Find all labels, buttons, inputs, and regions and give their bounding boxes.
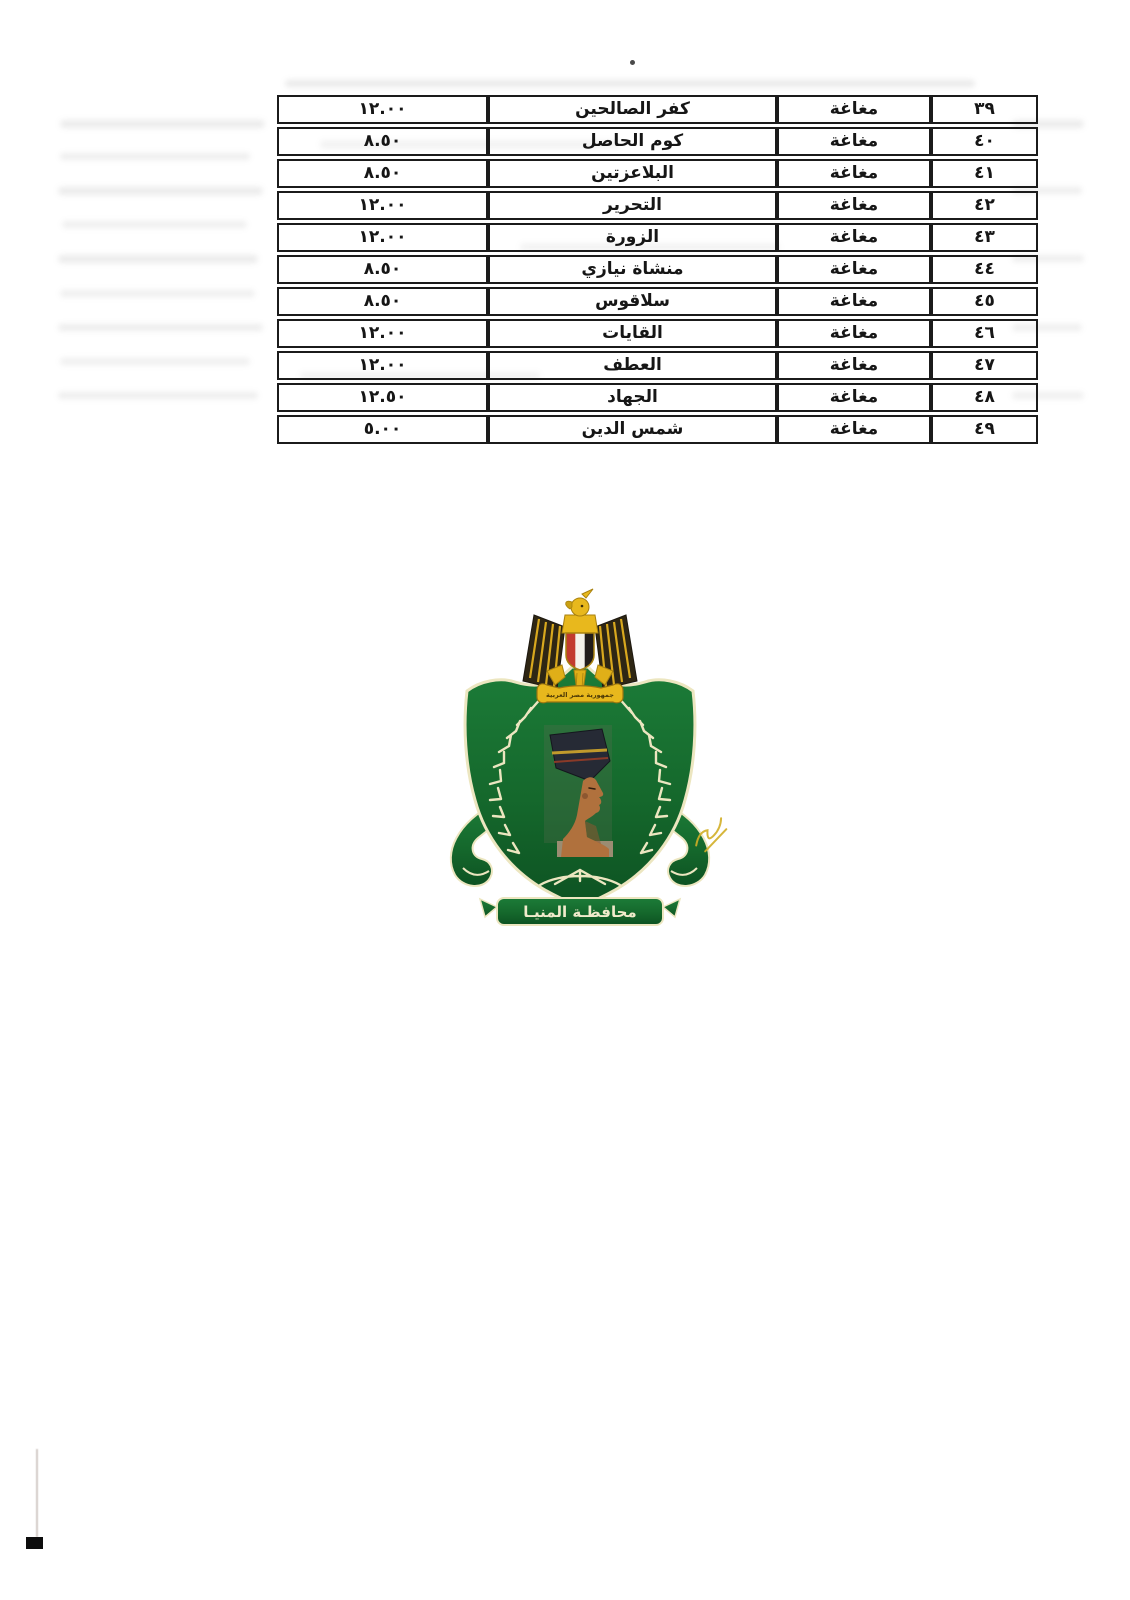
- district-cell: مغاغة: [777, 415, 931, 444]
- table-row: [277, 415, 1038, 444]
- serial-cell: ٤٤: [931, 255, 1038, 284]
- emblem-caption: محافظـة المنيـا: [523, 903, 637, 921]
- village-cell: شمس الدين: [488, 415, 777, 444]
- scan-edge-line: [36, 1449, 38, 1537]
- serial-cell: ٤٨: [931, 383, 1038, 412]
- table-row: [277, 287, 1038, 316]
- value-cell: ٨.٥٠: [277, 255, 488, 284]
- table-row: [277, 383, 1038, 412]
- caption-banner: [480, 898, 680, 925]
- value-cell: ١٢.٠٠: [277, 95, 488, 124]
- serial-cell: ٤٥: [931, 287, 1038, 316]
- serial-cell: ٤٣: [931, 223, 1038, 252]
- value-cell: ١٢.٠٠: [277, 223, 488, 252]
- serial-cell: ٤٦: [931, 319, 1038, 348]
- table-row: [277, 351, 1038, 380]
- bleed-through-artifact: [60, 153, 250, 160]
- eagle-of-saladin: [523, 589, 637, 703]
- stray-ink-dot: [630, 60, 635, 65]
- scan-corner-mark: [26, 1537, 43, 1549]
- minya-governorate-emblem: [435, 585, 745, 935]
- village-cell: منشاة نيازي: [488, 255, 777, 284]
- value-cell: ٨.٥٠: [277, 127, 488, 156]
- district-cell: مغاغة: [777, 351, 931, 380]
- table-row: [277, 319, 1038, 348]
- village-cell: التحرير: [488, 191, 777, 220]
- bleed-through-artifact: [60, 290, 255, 297]
- table-row: [277, 191, 1038, 220]
- district-cell: مغاغة: [777, 255, 931, 284]
- district-cell: مغاغة: [777, 191, 931, 220]
- village-cell: الجهاد: [488, 383, 777, 412]
- value-cell: ٨.٥٠: [277, 159, 488, 188]
- value-cell: ١٢.٠٠: [277, 191, 488, 220]
- value-cell: ١٢.٠٠: [277, 351, 488, 380]
- value-cell: ٥.٠٠: [277, 415, 488, 444]
- serial-cell: ٤٢: [931, 191, 1038, 220]
- serial-cell: ٤٩: [931, 415, 1038, 444]
- serial-cell: ٤١: [931, 159, 1038, 188]
- table-row: [277, 127, 1038, 156]
- bleed-through-artifact: [285, 80, 975, 87]
- district-cell: مغاغة: [777, 159, 931, 188]
- district-cell: مغاغة: [777, 127, 931, 156]
- nefertiti-bust: [544, 725, 613, 857]
- village-cell: الزورة: [488, 223, 777, 252]
- value-cell: ١٢.٠٠: [277, 319, 488, 348]
- bleed-through-artifact: [62, 221, 247, 228]
- eagle-scroll-text: جمهورية مصر العربية: [546, 691, 614, 699]
- village-rates-table: [277, 92, 1038, 447]
- district-cell: مغاغة: [777, 383, 931, 412]
- district-cell: مغاغة: [777, 319, 931, 348]
- table-row: [277, 223, 1038, 252]
- bleed-through-artifact: [60, 358, 250, 365]
- village-cell: سلاقوس: [488, 287, 777, 316]
- serial-cell: ٤٧: [931, 351, 1038, 380]
- table-row: [277, 159, 1038, 188]
- village-cell: القايات: [488, 319, 777, 348]
- value-cell: ١٢.٥٠: [277, 383, 488, 412]
- bleed-through-artifact: [58, 255, 258, 263]
- district-cell: مغاغة: [777, 223, 931, 252]
- bleed-through-artifact: [60, 120, 265, 128]
- serial-cell: ٤٠: [931, 127, 1038, 156]
- bleed-through-artifact: [58, 187, 263, 195]
- eagle-scroll: [537, 684, 623, 703]
- bleed-through-artifact: [58, 392, 258, 399]
- table-row: [277, 95, 1038, 124]
- village-cell: البلاعزتين: [488, 159, 777, 188]
- district-cell: مغاغة: [777, 287, 931, 316]
- district-cell: مغاغة: [777, 95, 931, 124]
- serial-cell: ٣٩: [931, 95, 1038, 124]
- table-row: [277, 255, 1038, 284]
- bleed-through-artifact: [58, 324, 263, 331]
- value-cell: ٨.٥٠: [277, 287, 488, 316]
- village-cell: كوم الحاصل: [488, 127, 777, 156]
- village-cell: العطف: [488, 351, 777, 380]
- village-cell: كفر الصالحين: [488, 95, 777, 124]
